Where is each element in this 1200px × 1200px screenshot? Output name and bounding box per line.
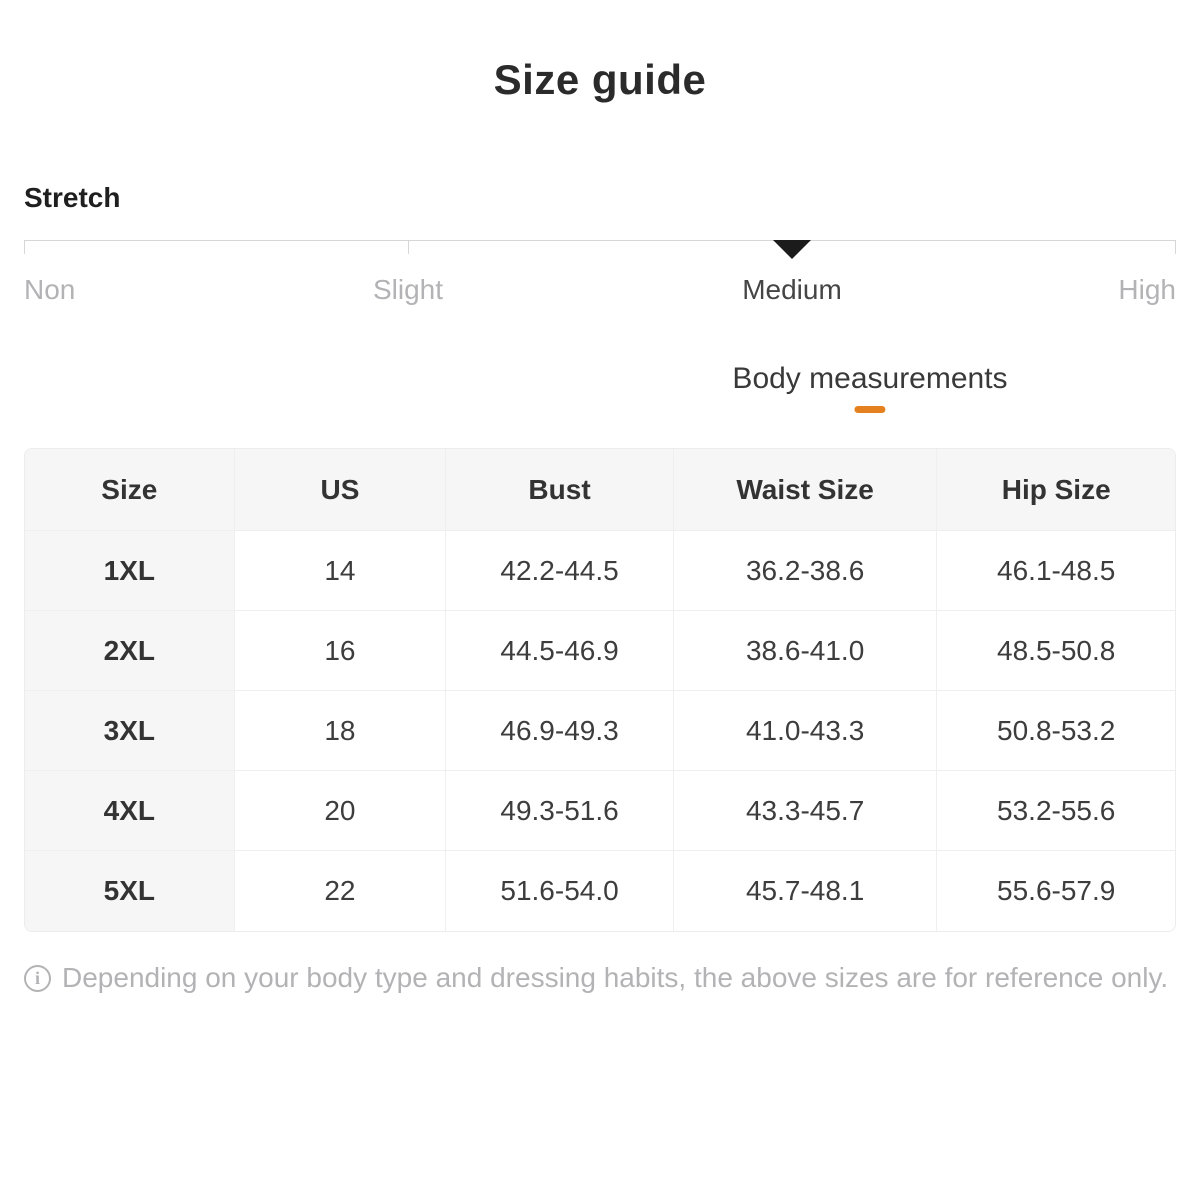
stretch-option-non: Non [24, 274, 76, 305]
table-row [25, 611, 1175, 691]
table-row [25, 851, 1175, 931]
column-header-waist: Waist Size [674, 449, 938, 531]
stretch-tick-high [1175, 241, 1176, 254]
info-icon: i [24, 965, 51, 992]
cell-hip: 50.8-53.2 [937, 691, 1175, 771]
tab-body-measurements[interactable] [732, 362, 1007, 413]
cell-bust: 46.9-49.3 [446, 691, 674, 771]
size-guide-panel [0, 56, 1200, 1200]
cell-us: 18 [235, 691, 447, 771]
measurement-tabs [24, 362, 1176, 448]
cell-bust: 44.5-46.9 [446, 611, 674, 691]
table-row [25, 691, 1175, 771]
stretch-marker-triangle-icon [773, 240, 811, 259]
cell-size: 5XL [25, 851, 235, 931]
table-row [25, 771, 1175, 851]
cell-waist: 43.3-45.7 [674, 771, 938, 851]
stretch-option-slight: Slight [372, 274, 444, 305]
cell-us: 16 [235, 611, 447, 691]
reference-note [24, 962, 1176, 994]
cell-hip: 53.2-55.6 [937, 771, 1175, 851]
stretch-option-medium: Medium [742, 274, 842, 305]
reference-note-text: Depending on your body type and dressing habits, the above sizes are for reference only. [62, 962, 1169, 993]
stretch-option-high: High [1118, 274, 1176, 305]
cell-us: 22 [235, 851, 447, 931]
cell-hip: 46.1-48.5 [937, 531, 1175, 611]
stretch-tick-slight [408, 241, 409, 254]
cell-waist: 45.7-48.1 [674, 851, 938, 931]
stretch-scale-track [24, 240, 1176, 254]
cell-bust: 42.2-44.5 [446, 531, 674, 611]
cell-waist: 41.0-43.3 [674, 691, 938, 771]
cell-size: 2XL [25, 611, 235, 691]
cell-waist: 36.2-38.6 [674, 531, 938, 611]
column-header-us: US [235, 449, 447, 531]
page-title: Size guide [493, 56, 707, 103]
active-tab-underline [854, 406, 885, 413]
cell-bust: 51.6-54.0 [446, 851, 674, 931]
table-row [25, 531, 1175, 611]
cell-hip: 48.5-50.8 [937, 611, 1175, 691]
cell-hip: 55.6-57.9 [937, 851, 1175, 931]
column-header-bust: Bust [446, 449, 674, 531]
cell-size: 4XL [25, 771, 235, 851]
cell-size: 3XL [25, 691, 235, 771]
stretch-section-label: Stretch [24, 182, 121, 213]
table-header-row [25, 449, 1175, 531]
column-header-hip: Hip Size [937, 449, 1175, 531]
size-table [24, 448, 1176, 932]
tab-body-measurements-label: Body measurements [732, 362, 1008, 395]
column-header-size: Size [25, 449, 235, 531]
cell-us: 20 [235, 771, 447, 851]
cell-size: 1XL [25, 531, 235, 611]
cell-waist: 38.6-41.0 [674, 611, 938, 691]
cell-bust: 49.3-51.6 [446, 771, 674, 851]
stretch-scale-labels [24, 274, 1176, 314]
stretch-tick-non [24, 241, 25, 254]
cell-us: 14 [235, 531, 447, 611]
